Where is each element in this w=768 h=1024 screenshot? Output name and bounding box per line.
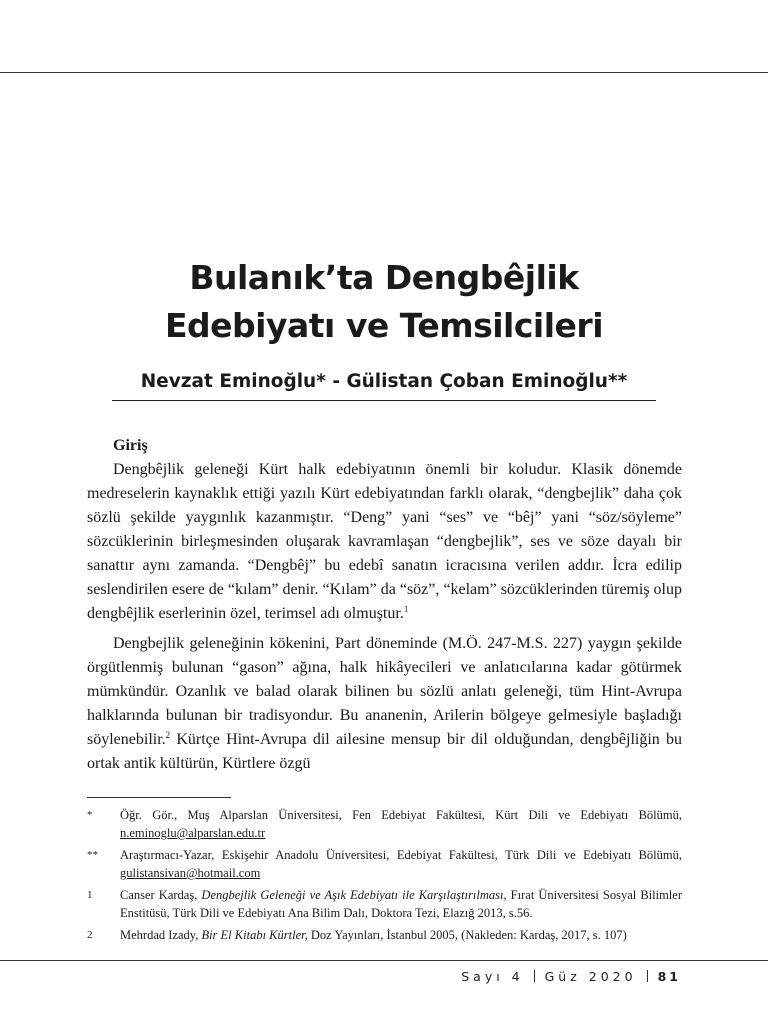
author-1: Nevzat Eminoğlu* bbox=[140, 371, 326, 392]
section-heading: Giriş bbox=[113, 437, 148, 454]
title-line-2: Edebiyatı ve Temsilcileri bbox=[164, 306, 604, 345]
paragraph-2 bbox=[87, 632, 682, 776]
footer-divider bbox=[534, 970, 535, 982]
bottom-rule bbox=[0, 960, 768, 961]
author-2: Gülistan Çoban Eminoğlu** bbox=[346, 371, 628, 392]
footer-divider bbox=[647, 970, 648, 982]
footnote-details: , Fırat Üniversitesi Sosyal Bilimler Enstitüsü, Türk Dili ve Edebiyatı Ana Bilim Dalı, Doktora Tezi, Elazığ 2013, s.56. bbox=[120, 888, 682, 920]
footnote-work-title: Dengbejlik Geleneği ve Aşık Edebiyatı ile Karşılaştırılması bbox=[201, 888, 504, 902]
footnote-text bbox=[120, 886, 682, 922]
footnote-details: Doz Yayınları, İstanbul 2005, (Nakleden: Kardaş, 2017, s. 107) bbox=[307, 928, 627, 942]
footnote-author: Canser Kardaş, bbox=[120, 888, 202, 902]
paragraph-1-text: Dengbêjlik geleneği Kürt halk edebiyatının önemli bir koludur. Klasik dönemde medreselerin kaynaklık ettiği yazılı Kürt edebiyatından farklı olarak, “dengbejlik” daha çok sözlü şekilde yaygınlık kazanmıştır. “Deng” yani “ses” ve “bêj” yani “söz/söyleme” sözcüklerinin birleşmesinden oluşarak kavramlaşan “dengbejlik”, ses ve söze dayalı bir sanattır aynı zamanda. “Dengbêj” bu edebî sanatın icracısına verilen addır. İcra edilip seslendirilen esere de “kılam” denir. “Kılam” da “söz”, “kelam” sözcüklerinden türemiş olup dengbêjlik eserlerinin özel, terimsel adı olmuştur. bbox=[87, 461, 682, 622]
email-link[interactable]: gulistansivan@hotmail.com bbox=[120, 866, 261, 880]
footnote-text bbox=[120, 926, 682, 944]
article-title bbox=[0, 254, 768, 350]
page-footer bbox=[461, 966, 681, 988]
footnote-affiliation: Araştırmacı-Yazar, Eskişehir Anadolu Üniversitesi, Edebiyat Fakültesi, Türk Dili ve Edebiyatı Bölümü, bbox=[120, 848, 682, 862]
footnote-text bbox=[120, 806, 682, 842]
footnote-work-title: Bir El Kitabı Kürtler, bbox=[201, 928, 308, 942]
footnote-2 bbox=[87, 926, 682, 944]
footnote-mark: ** bbox=[87, 849, 98, 861]
footnote-author-1 bbox=[87, 806, 682, 842]
footnote-ref-1[interactable]: 1 bbox=[403, 604, 409, 614]
footnote-1 bbox=[87, 886, 682, 922]
footnote-mark: 1 bbox=[87, 889, 93, 901]
paragraph-2-text-b: Kürtçe Hint-Avrupa dil ailesine mensup bir dil olduğundan, dengbêjliğin bu ortak antik kültürün, Kürtlere özgü bbox=[87, 731, 682, 772]
article-body bbox=[87, 434, 682, 776]
issue-number: Sayı 4 bbox=[461, 969, 524, 984]
footnote-mark: 2 bbox=[87, 929, 93, 941]
footnote-author: Mehrdad Izady, bbox=[120, 928, 202, 942]
author-separator: - bbox=[325, 371, 347, 392]
footnote-text bbox=[120, 846, 682, 882]
email-link[interactable]: n.eminoglu@alparslan.edu.tr bbox=[120, 826, 266, 840]
paragraph-2-text-a: Dengbejlik geleneğinin kökenini, Part döneminde (M.Ö. 247-M.S. 227) yaygın şekilde örgütlenmiş bulunan “gason” ağına, halk hikâyecileri ve anlatıcılarına kadar götürmek mümkündür. Ozanlık ve balad olarak bilinen bu sözlü anlatı geleneği, tüm Hint-Avrupa halklarında bulunan bir tradisyondur. Bu ananenin, Arilerin bölgeye gelmesiyle başladığı söylenebilir. bbox=[87, 635, 682, 748]
title-line-1: Bulanık’ta Dengbêjlik bbox=[189, 258, 579, 297]
footnote-affiliation: Öğr. Gör., Muş Alparslan Üniversitesi, Fen Edebiyat Fakültesi, Kürt Dili ve Edebiyatı Bölümü, bbox=[120, 808, 682, 822]
paragraph-1 bbox=[87, 458, 682, 626]
footnotes bbox=[87, 806, 682, 948]
author-line bbox=[112, 368, 656, 401]
footnote-author-2 bbox=[87, 846, 682, 882]
top-rule bbox=[0, 72, 768, 73]
footnote-divider bbox=[87, 797, 231, 798]
footnote-mark: * bbox=[87, 809, 93, 821]
page-number: 81 bbox=[657, 969, 681, 984]
issue-season: Güz 2020 bbox=[544, 969, 637, 984]
footnote-ref-2[interactable]: 2 bbox=[165, 730, 171, 740]
